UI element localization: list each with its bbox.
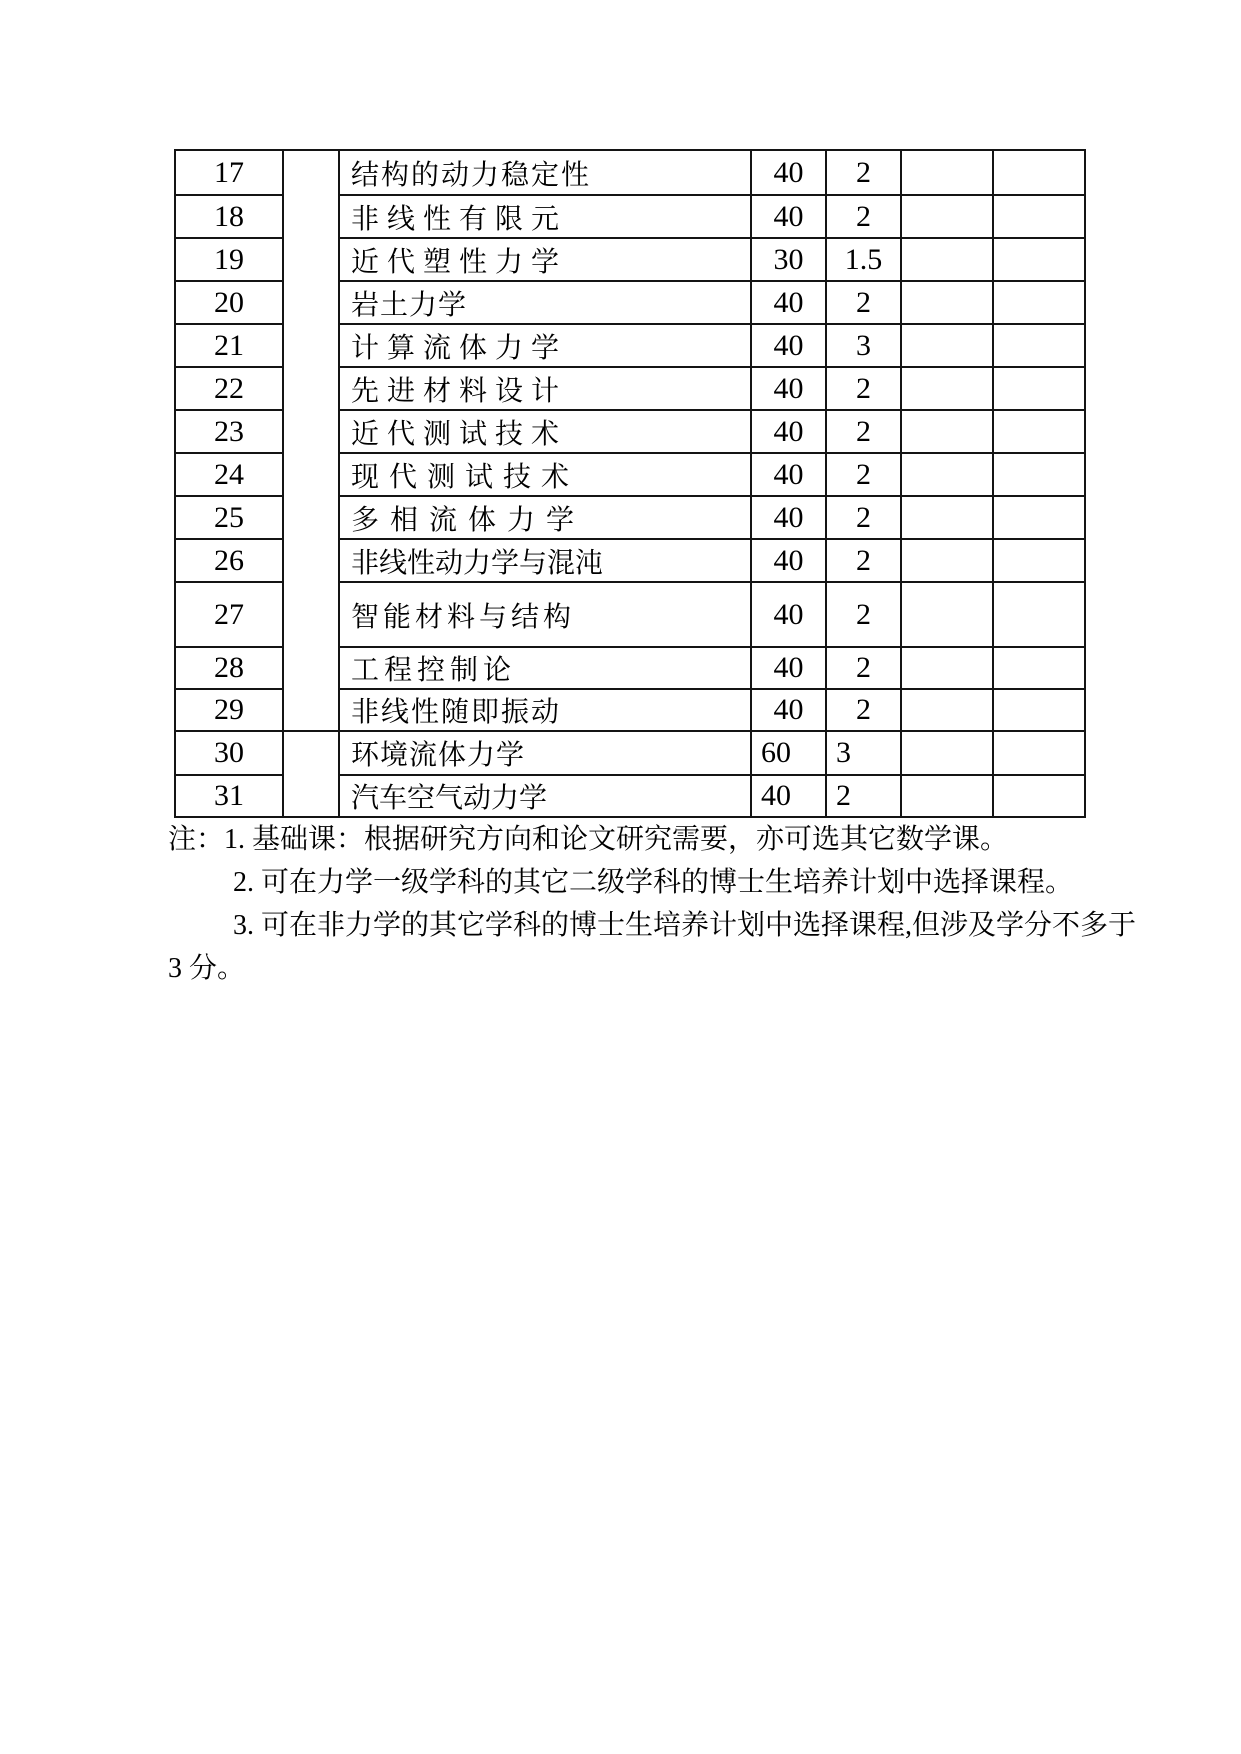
row-number-cell: 22 <box>175 367 283 410</box>
credits-cell: 2 <box>826 195 901 238</box>
blank-cell <box>993 281 1085 324</box>
credits-cell: 2 <box>826 453 901 496</box>
hours-cell: 40 <box>751 150 826 195</box>
note-line-2: 2. 可在力学一级学科的其它二级学科的博士生培养计划中选择课程。 <box>233 867 1074 898</box>
blank-cell <box>901 647 993 689</box>
hours-cell: 40 <box>751 647 826 689</box>
hours-cell: 40 <box>751 281 826 324</box>
blank-cell <box>901 410 993 453</box>
category-cell <box>283 150 339 731</box>
row-number-cell: 25 <box>175 496 283 539</box>
credits-cell: 2 <box>826 496 901 539</box>
blank-cell <box>993 689 1085 731</box>
course-name-cell: 现代测试技术 <box>339 453 751 496</box>
table-row <box>175 731 1085 775</box>
blank-cell <box>901 324 993 367</box>
row-number-cell: 19 <box>175 238 283 281</box>
row-number-cell: 28 <box>175 647 283 689</box>
hours-cell: 40 <box>751 324 826 367</box>
credits-cell: 2 <box>826 539 901 582</box>
blank-cell <box>901 238 993 281</box>
credits-cell: 2 <box>826 775 901 817</box>
credits-cell: 2 <box>826 281 901 324</box>
note-line-4: 3 分。 <box>168 953 246 984</box>
blank-cell <box>993 496 1085 539</box>
blank-cell <box>993 775 1085 817</box>
blank-cell <box>901 689 993 731</box>
notes-section <box>168 818 1137 990</box>
hours-cell: 40 <box>751 582 826 647</box>
blank-cell <box>901 453 993 496</box>
course-name-cell: 汽车空气动力学 <box>339 775 751 817</box>
row-number-cell: 23 <box>175 410 283 453</box>
blank-cell <box>901 496 993 539</box>
row-number-cell: 29 <box>175 689 283 731</box>
credits-cell: 2 <box>826 150 901 195</box>
hours-cell: 40 <box>751 775 826 817</box>
course-name-cell: 非线性随即振动 <box>339 689 751 731</box>
credits-cell: 2 <box>826 689 901 731</box>
row-number-cell: 24 <box>175 453 283 496</box>
credits-cell: 2 <box>826 410 901 453</box>
course-name-cell: 多相流体力学 <box>339 496 751 539</box>
hours-cell: 30 <box>751 238 826 281</box>
course-name-cell: 非线性有限元 <box>339 195 751 238</box>
course-name-cell: 近代塑性力学 <box>339 238 751 281</box>
hours-cell: 40 <box>751 367 826 410</box>
category-cell <box>283 731 339 817</box>
credits-cell: 3 <box>826 324 901 367</box>
hours-cell: 40 <box>751 195 826 238</box>
credits-cell: 2 <box>826 367 901 410</box>
course-name-cell: 非线性动力学与混沌 <box>339 539 751 582</box>
blank-cell <box>901 195 993 238</box>
course-table <box>174 149 1086 818</box>
course-name-cell: 岩土力学 <box>339 281 751 324</box>
blank-cell <box>901 775 993 817</box>
blank-cell <box>993 150 1085 195</box>
blank-cell <box>901 281 993 324</box>
credits-cell: 2 <box>826 647 901 689</box>
row-number-cell: 27 <box>175 582 283 647</box>
blank-cell <box>993 195 1085 238</box>
blank-cell <box>901 150 993 195</box>
course-name-cell: 计算流体力学 <box>339 324 751 367</box>
row-number-cell: 30 <box>175 731 283 775</box>
row-number-cell: 31 <box>175 775 283 817</box>
blank-cell <box>993 453 1085 496</box>
hours-cell: 40 <box>751 689 826 731</box>
blank-cell <box>993 731 1085 775</box>
blank-cell <box>993 539 1085 582</box>
blank-cell <box>993 367 1085 410</box>
course-name-cell: 近代测试技术 <box>339 410 751 453</box>
credits-cell: 2 <box>826 582 901 647</box>
row-number-cell: 20 <box>175 281 283 324</box>
table-row <box>175 150 1085 195</box>
row-number-cell: 26 <box>175 539 283 582</box>
hours-cell: 40 <box>751 539 826 582</box>
course-name-cell: 先进材料设计 <box>339 367 751 410</box>
blank-cell <box>993 647 1085 689</box>
course-name-cell: 智能材料与结构 <box>339 582 751 647</box>
hours-cell: 40 <box>751 453 826 496</box>
course-name-cell: 工程控制论 <box>339 647 751 689</box>
note-line-1: 注：1. 基础课：根据研究方向和论文研究需要，亦可选其它数学课。 <box>168 824 1009 855</box>
hours-cell: 40 <box>751 496 826 539</box>
blank-cell <box>901 539 993 582</box>
row-number-cell: 18 <box>175 195 283 238</box>
blank-cell <box>993 582 1085 647</box>
blank-cell <box>901 367 993 410</box>
blank-cell <box>993 410 1085 453</box>
course-name-cell: 结构的动力稳定性 <box>339 150 751 195</box>
hours-cell: 60 <box>751 731 826 775</box>
course-name-cell: 环境流体力学 <box>339 731 751 775</box>
credits-cell: 1.5 <box>826 238 901 281</box>
note-line-3: 3. 可在非力学的其它学科的博士生培养计划中选择课程,但涉及学分不多于 <box>233 910 1137 941</box>
blank-cell <box>993 324 1085 367</box>
blank-cell <box>901 582 993 647</box>
row-number-cell: 21 <box>175 324 283 367</box>
hours-cell: 40 <box>751 410 826 453</box>
blank-cell <box>901 731 993 775</box>
row-number-cell: 17 <box>175 150 283 195</box>
credits-cell: 3 <box>826 731 901 775</box>
blank-cell <box>993 238 1085 281</box>
